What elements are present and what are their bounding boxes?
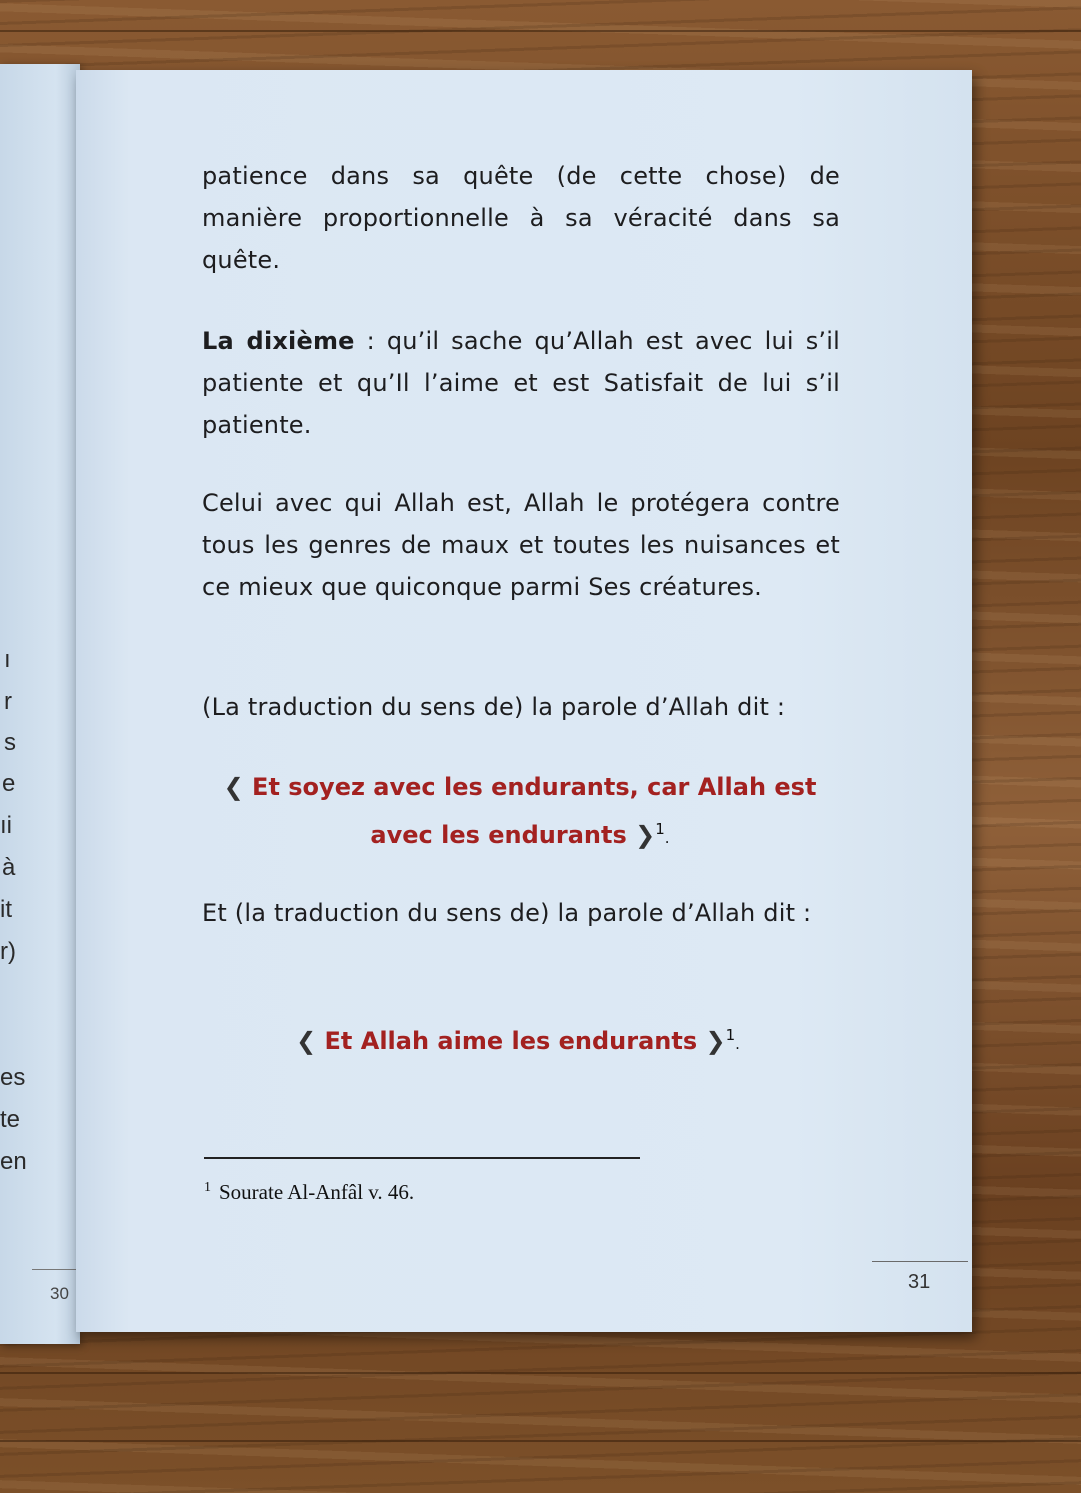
left-fragment: r) bbox=[0, 938, 16, 965]
verse-open-bracket: ❮ bbox=[296, 1027, 317, 1055]
footnote bbox=[204, 1180, 414, 1205]
paragraph-2-text: : qu’il sache qu’Allah est avec lui s’il patiente et qu’Il l’aime et est Satisfait de lui s’il patiente. bbox=[202, 327, 840, 439]
paragraph-3: Celui avec qui Allah est, Allah le protégera contre tous les genres de maux et toutes les nuisances et ce mieux que quiconque parmi Ses créatures. bbox=[202, 489, 840, 601]
paragraph-1: patience dans sa quête (de cette chose) de manière proportionnelle à sa véracité dans sa quête. bbox=[202, 162, 840, 274]
page-number: 31 bbox=[908, 1271, 931, 1293]
verse-open-bracket: ❮ bbox=[223, 773, 244, 801]
verse-1-line-1: Et soyez avec les endurants, car Allah est bbox=[252, 773, 817, 801]
paragraph-5: Et (la traduction du sens de) la parole d’Allah dit : bbox=[202, 899, 812, 927]
left-page-number: 30 bbox=[50, 1284, 69, 1303]
left-fragment: à bbox=[2, 854, 16, 881]
footnote-ref: 1 bbox=[655, 820, 665, 838]
footnote-separator bbox=[204, 1157, 640, 1159]
footnote-ref: 1 bbox=[725, 1026, 736, 1044]
footnote-text: Sourate Al-Anfâl v. 46. bbox=[219, 1180, 415, 1204]
left-fragment: s bbox=[4, 729, 16, 756]
paragraph-2 bbox=[202, 320, 840, 446]
footnote-number: 1 bbox=[204, 1180, 211, 1195]
verse-1-line-2: avec les endurants bbox=[370, 821, 627, 849]
verse-2: ❮ Et Allah aime les endurants ❯$^1$. bbox=[296, 1026, 740, 1055]
verse-2-text: Et Allah aime les endurants bbox=[324, 1027, 698, 1055]
paragraph-4: (La traduction du sens de) la parole d’Allah dit : bbox=[202, 693, 786, 721]
left-fragment: es bbox=[0, 1064, 26, 1091]
right-page bbox=[76, 70, 972, 1332]
left-fragment: en bbox=[0, 1148, 27, 1175]
paragraph-2-heading: La dixième bbox=[202, 327, 355, 355]
verse-1: ❮ Et soyez avec les endurants, car Allah est avec les endurants ❯$^1$. bbox=[223, 773, 817, 849]
left-page-rule bbox=[32, 1269, 80, 1270]
left-fragment: ıi bbox=[0, 812, 12, 839]
left-fragment: ı bbox=[4, 646, 11, 673]
verse-close-bracket: ❯ bbox=[635, 821, 656, 849]
left-fragment: te bbox=[0, 1106, 21, 1133]
left-fragment: r bbox=[4, 688, 12, 715]
left-fragment: it bbox=[0, 896, 12, 923]
verse-close-bracket: ❯ bbox=[705, 1027, 726, 1055]
left-page bbox=[0, 64, 80, 1344]
page-number-rule bbox=[872, 1261, 968, 1262]
left-fragment: e bbox=[2, 770, 16, 797]
